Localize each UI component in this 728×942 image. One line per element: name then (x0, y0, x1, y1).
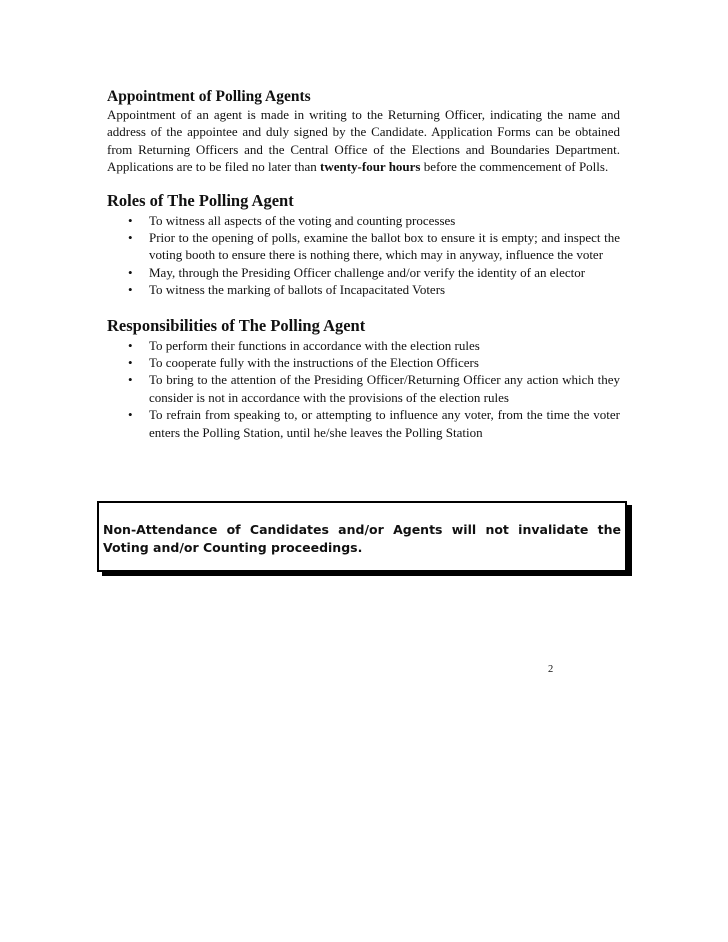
responsibilities-list (107, 337, 620, 441)
paragraph-bold-text: twenty-four hours (319, 159, 421, 175)
bullet-icon: • (128, 282, 133, 298)
bullet-icon: • (128, 355, 133, 371)
list-item-text: To cooperate fully with the instructions of the Election Officers (149, 355, 479, 371)
list-item (107, 264, 620, 281)
bullet-icon: • (128, 372, 133, 388)
list-item (107, 337, 620, 354)
list-item-text: To witness all aspects of the voting and counting processes (149, 212, 456, 228)
list-item (107, 229, 620, 264)
list-item-text: To bring to the attention of the Presiding Officer/Returning Officer any action which they consider is not in accordance with the provisions of the election rules (149, 372, 620, 405)
list-item (107, 212, 620, 229)
section-roles (107, 192, 620, 299)
bullet-icon: • (128, 230, 133, 246)
list-item-text: To refrain from speaking to, or attempting to influence any voter, from the time the voter enters the Polling Station, until he/she leaves the Polling Station (149, 407, 620, 440)
list-item-text: May, through the Presiding Officer challenge and/or verify the identity of an elector (149, 264, 586, 280)
heading-responsibilities: Responsibilities of The Polling Agent (107, 315, 366, 335)
notice-text: Non-Attendance of Candidates and/or Agents will not invalidate the Voting and/or Counting proceedings. (103, 522, 621, 555)
list-item (107, 406, 620, 441)
section-appointment (107, 88, 620, 176)
notice-box (97, 501, 627, 572)
heading-appointment: Appointment of Polling Agents (107, 88, 311, 105)
page-number: 2 (548, 664, 554, 675)
paragraph-text-end: before the commencement of Polls. (420, 159, 609, 175)
list-item-text: To witness the marking of ballots of Incapacitated Voters (149, 282, 446, 298)
list-item-text: Prior to the opening of polls, examine the ballot box to ensure it is empty; and inspect the voting booth to ensure there is nothing there, which may in anyway, influence the voter (149, 230, 620, 263)
paragraph-text-start: Appointment of an agent is made in writing to the Returning Officer, indicating the name and address of the appointee and duly signed by the Candidate. Application Forms can be obtained from Returning Officers and the Central Office of the Elections and Boundaries Department. Applications are to be filed no later than (107, 107, 620, 175)
section-responsibilities (107, 317, 620, 441)
paragraph-appointment (107, 106, 620, 176)
bullet-icon: • (128, 264, 133, 280)
document-content (107, 88, 620, 454)
list-item-text: To perform their functions in accordance with the election rules (149, 337, 480, 353)
roles-list (107, 212, 620, 299)
heading-roles: Roles of The Polling Agent (107, 190, 294, 210)
list-item (107, 354, 620, 371)
bullet-icon: • (128, 337, 133, 353)
list-item (107, 281, 620, 298)
bullet-icon: • (128, 407, 133, 423)
list-item (107, 371, 620, 406)
bullet-icon: • (128, 212, 133, 228)
